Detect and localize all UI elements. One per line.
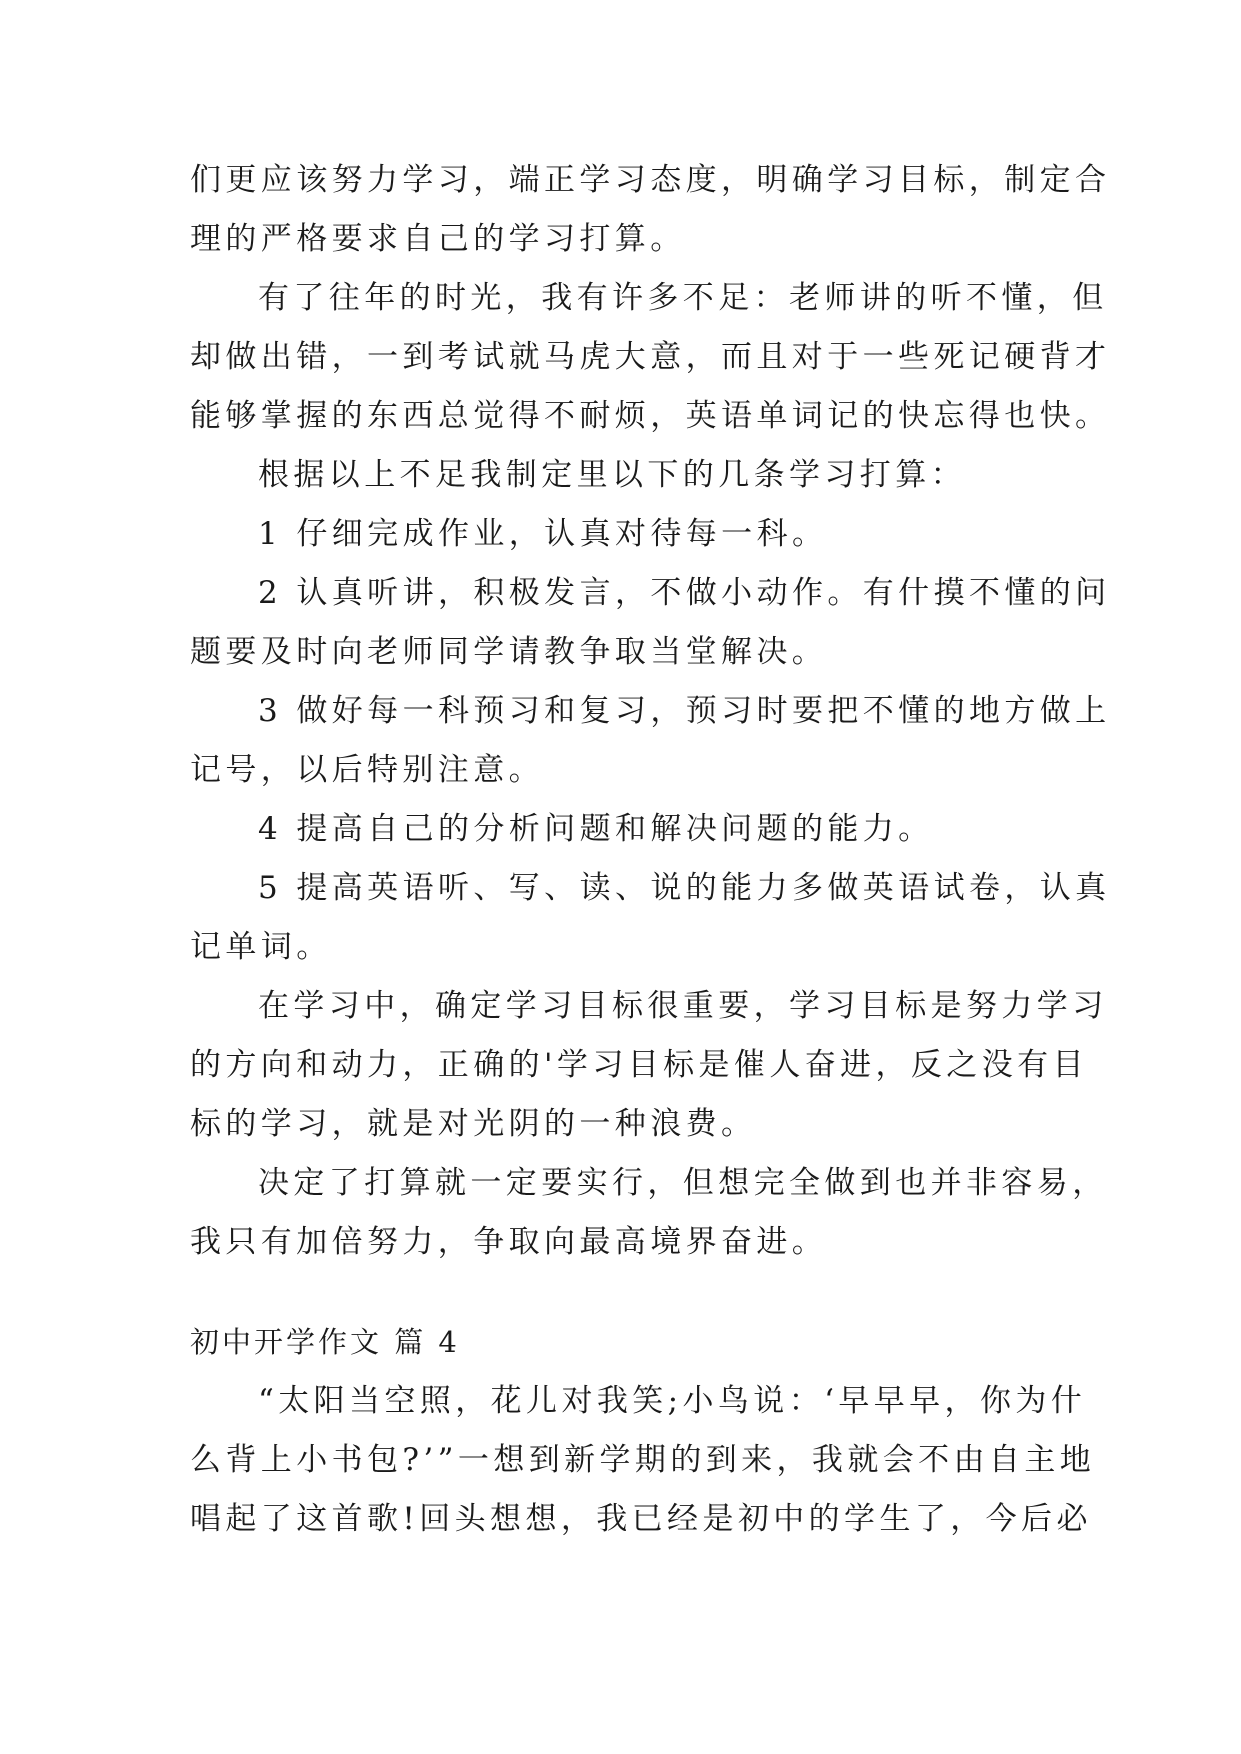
text-line: 么背上小书包?’”一想到新学期的到来，我就会不由自主地 xyxy=(190,1442,1096,1478)
text-line: 却做出错，一到考试就马虎大意，而且对于一些死记硬背才 xyxy=(190,339,1111,375)
text-line: 1 仔细完成作业，认真对待每一科。 xyxy=(258,516,828,552)
text-line: 理的严格要求自己的学习打算。 xyxy=(190,221,686,257)
text-line: 4 提高自己的分析问题和解决问题的能力。 xyxy=(258,811,934,847)
document-page xyxy=(190,160,1111,1558)
text-line: 在学习中，确定学习目标很重要，学习目标是努力学习 xyxy=(258,988,1108,1024)
text-line: 5 提高英语听、写、读、说的能力多做英语试卷，认真 xyxy=(258,870,1111,906)
text-line: 记单词。 xyxy=(190,929,332,965)
text-line: 题要及时向老师同学请教争取当堂解决。 xyxy=(190,634,828,670)
text-line: 3 做好每一科预习和复习，预习时要把不懂的地方做上 xyxy=(258,693,1111,729)
text-line: 能够掌握的东西总觉得不耐烦，英语单词记的快忘得也快。 xyxy=(190,398,1111,434)
text-line: 2 认真听讲，积极发言，不做小动作。有什摸不懂的问 xyxy=(258,575,1111,611)
text-line: 根据以上不足我制定里以下的几条学习打算： xyxy=(258,457,966,493)
text-line: 有了往年的时光，我有许多不足：老师讲的听不懂，但 xyxy=(258,280,1108,316)
text-line: 们更应该努力学习，端正学习态度，明确学习目标，制定合 xyxy=(190,162,1111,198)
section-heading: 初中开学作文 篇 4 xyxy=(190,1325,460,1359)
text-line: 唱起了这首歌!回头想想，我已经是初中的学生了，今后必 xyxy=(190,1501,1092,1537)
text-line: “太阳当空照，花儿对我笑;小鸟说：‘早早早，你为什 xyxy=(258,1383,1087,1419)
text-line: 我只有加倍努力，争取向最高境界奋进。 xyxy=(190,1224,828,1260)
text-line: 的方向和动力，正确的'学习目标是催人奋进，反之没有目 xyxy=(190,1047,1088,1083)
text-line: 标的学习，就是对光阴的一种浪费。 xyxy=(190,1106,757,1142)
text-line: 记号，以后特别注意。 xyxy=(190,752,544,788)
text-line: 决定了打算就一定要实行，但想完全做到也并非容易， xyxy=(258,1165,1108,1201)
